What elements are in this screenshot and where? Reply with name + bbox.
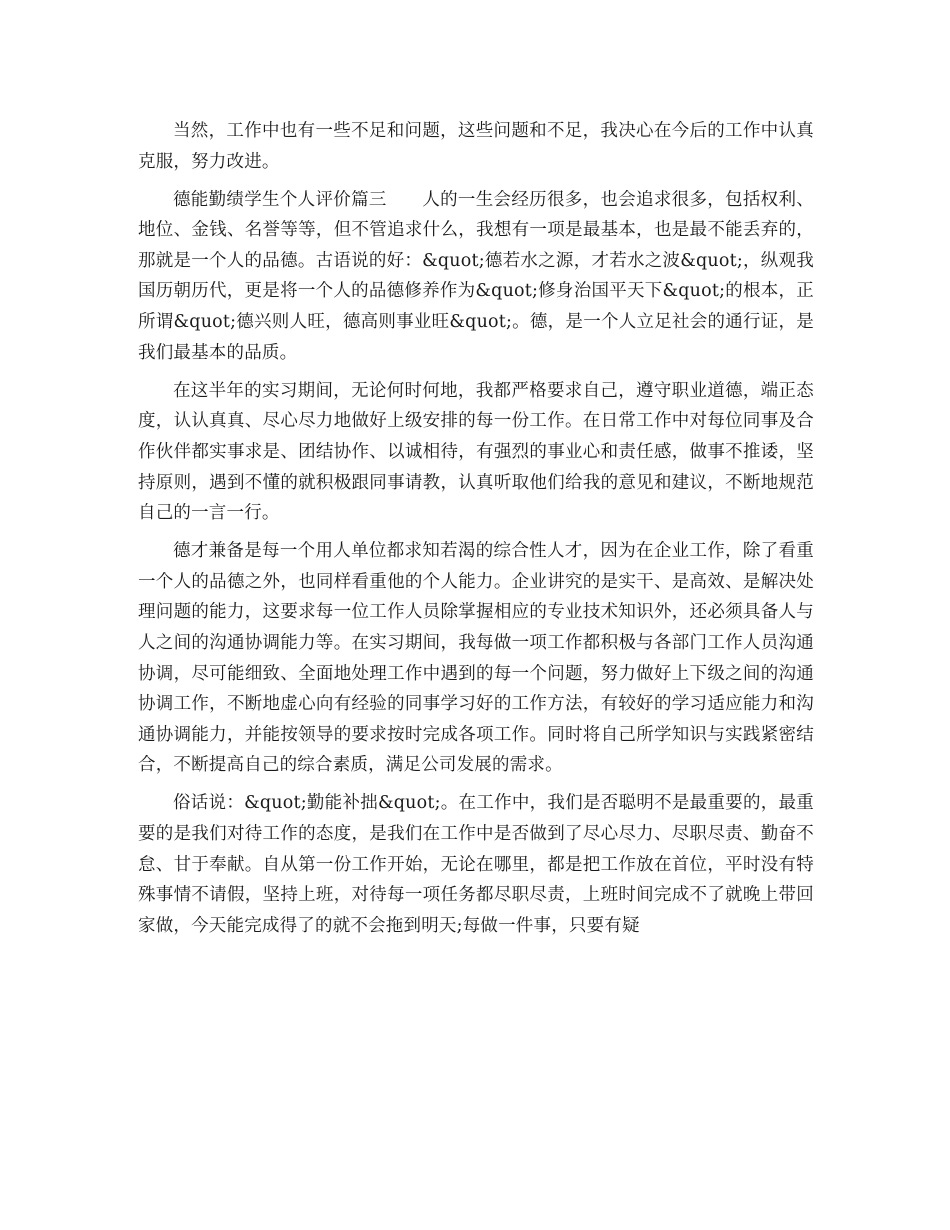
document-body: [138, 116, 814, 941]
paragraph-diligence: 俗话说：&quot;勤能补拙&quot;。在工作中，我们是否聪明不是最重要的，最重要的是我们对待工作的态度，是我们在工作中是否做到了尽心尽力、尽职尽责、勤奋不怠、甘于奉献。自从第一份工作开始，无论在哪里，都是把工作放在首位，平时没有特殊事情不请假，坚持上班，对待每一项任务都尽职尽责，上班时间完成不了就晚上带回家做，今天能完成得了的就不会拖到明天;每做一件事，只要有疑: [138, 793, 814, 936]
paragraph-section-three-intro: 德能勤绩学生个人评价篇三 人的一生会经历很多，也会追求很多，包括权利、地位、金钱、名誉等等，但不管追求什么，我想有一项是最基本，也是最不能丢弃的，那就是一个人的品德。古语说的好：&quot;德若水之源，才若水之波&quot;，纵观我国历朝历代，更是将一个人的品德修养作为&quot;修身治国平天下&quot;的根本，正所谓&quot;德兴则人旺，德高则事业旺&quot;。德，是一个人立足社会的通行证，是我们最基本的品质。: [138, 189, 814, 363]
paragraph-conclusion: 当然，工作中也有一些不足和问题，这些问题和不足，我决心在今后的工作中认真克服，努力改进。: [138, 121, 814, 172]
paragraph-internship-conduct: 在这半年的实习期间，无论何时何地，我都严格要求自己，遵守职业道德，端正态度，认认真真、尽心尽力地做好上级安排的每一份工作。在日常工作中对每位同事及合作伙伴都实事求是、团结协作、以诚相待，有强烈的事业心和责任感，做事不推诿，坚持原则，遇到不懂的就积极跟同事请教，认真听取他们给我的意见和建议，不断地规范自己的一言一行。: [138, 380, 814, 524]
paragraph-ability: 德才兼备是每一个用人单位都求知若渴的综合性人才，因为在企业工作，除了看重一个人的品德之外，也同样看重他的个人能力。企业讲究的是实干、是高效、是解决处理问题的能力，这要求每一位工作人员除掌握相应的专业技术知识外，还必须具备人与人之间的沟通协调能力等。在实习期间，我每做一项工作都积极与各部门工作人员沟通协调，尽可能细致、全面地处理工作中遇到的每一个问题，努力做好上下级之间的沟通协调工作，不断地虚心向有经验的同事学习好的工作方法，有较好的学习适应能力和沟通协调能力，并能按领导的要求按时完成各项工作。同时将自己所学知识与实践紧密结合，不断提高自己的综合素质，满足公司发展的需求。: [138, 541, 814, 776]
